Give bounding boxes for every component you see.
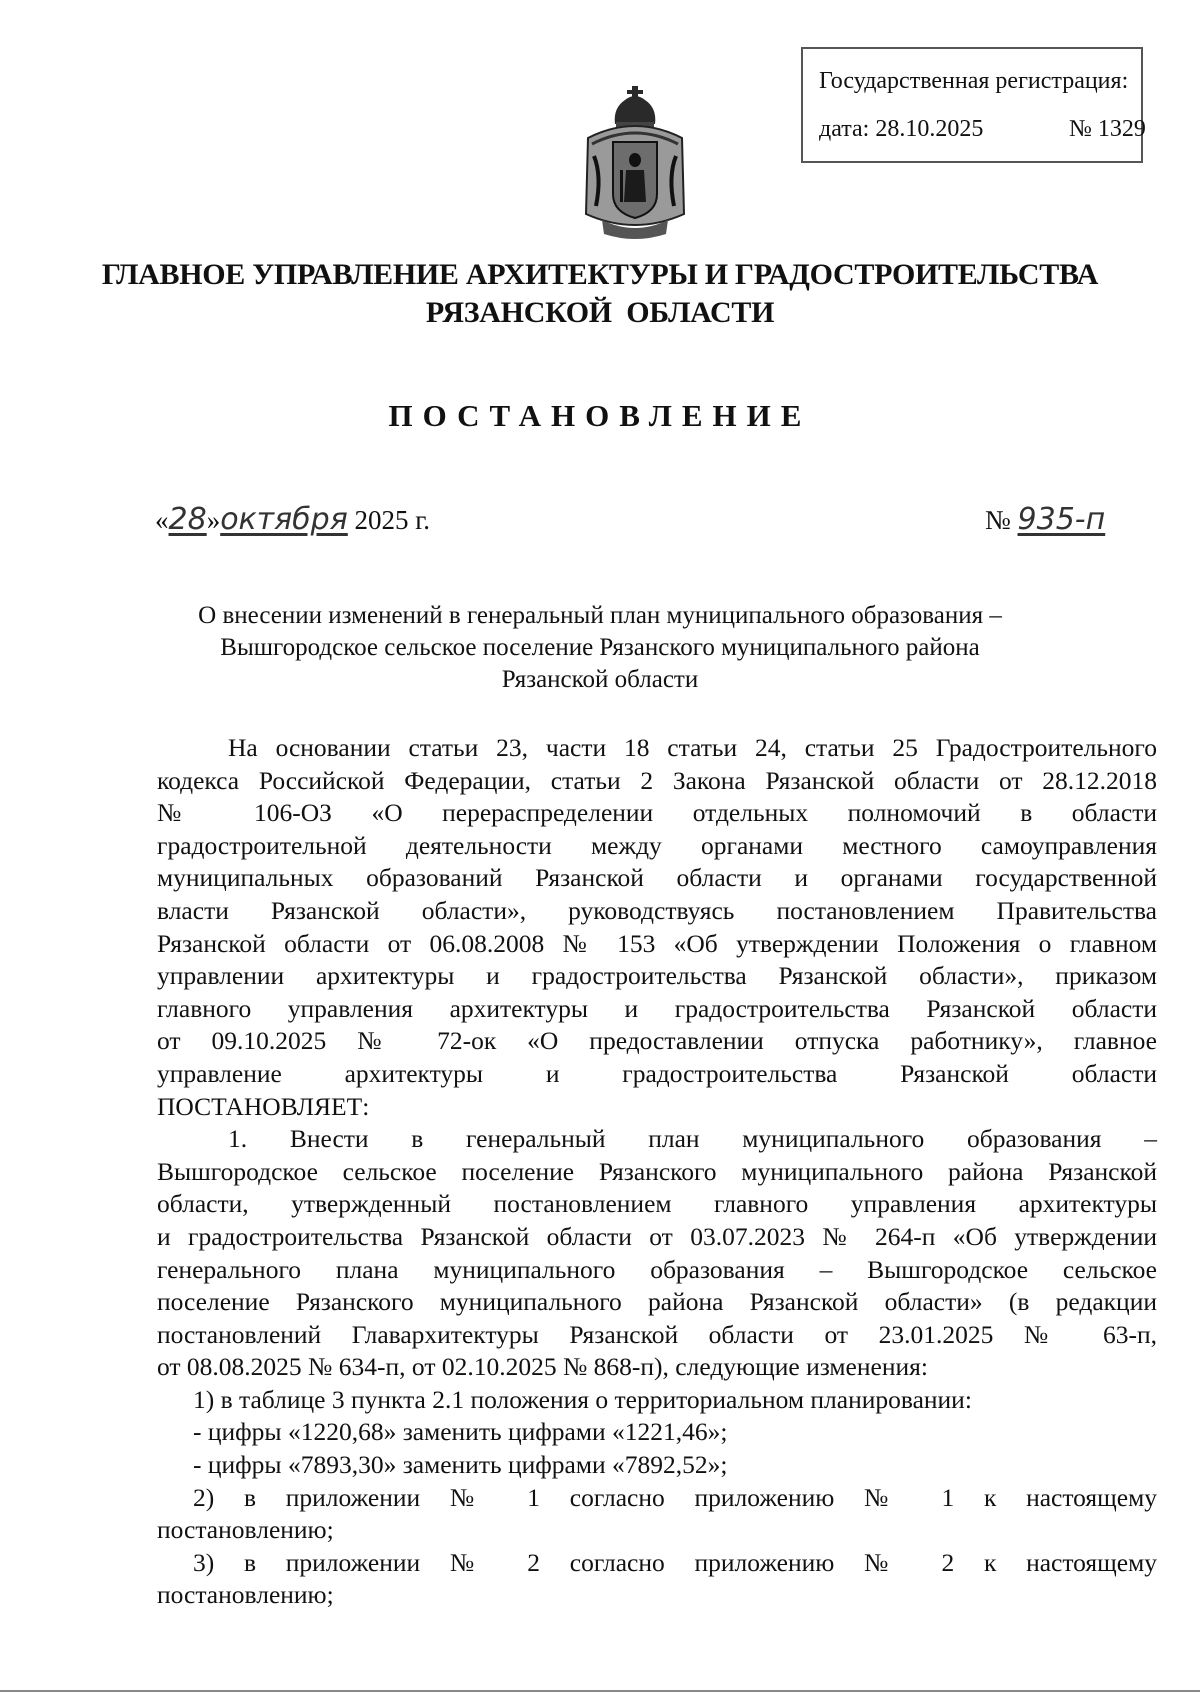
- subitem-3: 3) в приложении № 2 согласно приложению № 2 к настоящему: [193, 1547, 1157, 1577]
- preamble: [157, 732, 1157, 1091]
- date-year: 2025 г.: [354, 505, 431, 535]
- date-open-quote: «: [155, 505, 169, 535]
- registration-stamp: [801, 47, 1146, 163]
- document-number: [985, 502, 1105, 537]
- preamble-line: муниципальных образований Рязанской области и органами государственной: [157, 863, 1157, 893]
- subitem-3-cont: постановлению;: [157, 1580, 334, 1610]
- item-1-line: области, утвержденный постановлением главного управления архитектуры: [157, 1189, 1157, 1219]
- item-1-line: от 08.08.2025 № 634-п, от 02.10.2025 № 868-п), следующие изменения:: [157, 1352, 928, 1382]
- preamble-line: Рязанской области от 06.08.2008 № 153 «Об утверждении Положения о главном: [157, 928, 1157, 958]
- registration-title: Государственная регистрация:: [819, 68, 1129, 94]
- document-number-prefix: №: [985, 505, 1011, 535]
- item-1-line: генерального плана муниципального образования – Вышгородское сельское: [157, 1254, 1157, 1284]
- preamble-line: от 09.10.2025 № 72-ок «О предоставлении отпуска работнику», главное: [157, 1026, 1157, 1056]
- preamble-line: кодекса Российской Федерации, статьи 2 Закона Рязанской области от 28.12.2018: [157, 765, 1157, 795]
- date-close-quote: »: [206, 505, 221, 535]
- document-subject: [150, 600, 1050, 696]
- document-date: [155, 502, 430, 537]
- subitem-2: 2) в приложении № 1 согласно приложению № 1 к настоящему: [193, 1482, 1157, 1512]
- subject-line-3: Рязанской области: [501, 666, 699, 693]
- item-1-line: Вышгородское сельское поселение Рязанского муниципального района Рязанской: [157, 1156, 1157, 1186]
- preamble-line: главного управления архитектуры и градостроительства Рязанской области: [157, 993, 1157, 1023]
- date-month: октября: [220, 502, 348, 537]
- page-bottom-divider: [0, 1690, 1200, 1692]
- subject-line-1: О внесении изменений в генеральный план муниципального образования –: [198, 602, 1002, 629]
- registration-date-label: дата:: [819, 116, 870, 142]
- document-body: [157, 732, 1157, 1612]
- item-1-line: постановлений Главархитектуры Рязанской области от 23.01.2025 № 63-п,: [157, 1319, 1157, 1349]
- item-1-line: и градостроительства Рязанской области от 03.07.2023 № 264-п «Об утверждении: [157, 1221, 1157, 1251]
- subitem-2-cont: постановлению;: [157, 1515, 334, 1545]
- registration-number: № 1329: [1069, 116, 1146, 142]
- subitem-1: 1) в таблице 3 пункта 2.1 положения о территориальном планировании:: [193, 1384, 972, 1414]
- organization-name: [0, 256, 1200, 332]
- ryazan-coat-of-arms-icon: [580, 86, 690, 242]
- subject-line-2: Вышгородское сельское поселение Рязанского муниципального района: [220, 634, 980, 661]
- item-1: [157, 1123, 1157, 1384]
- preamble-line: градостроительной деятельности между органами местного самоуправления: [157, 830, 1157, 860]
- item-1-line: поселение Рязанского муниципального района Рязанской области» (в редакции: [157, 1287, 1157, 1317]
- preamble-line: управлении архитектуры и градостроительства Рязанской области», приказом: [157, 961, 1157, 991]
- organization-line-1: ГЛАВНОЕ УПРАВЛЕНИЕ АРХИТЕКТУРЫ И ГРАДОСТРОИТЕЛЬСТВА: [101, 258, 1099, 291]
- preamble-line: управление архитектуры и градостроительства Рязанской области: [157, 1058, 1157, 1088]
- resolves-label: ПОСТАНОВЛЯЕТ:: [157, 1091, 370, 1121]
- preamble-line: власти Рязанской области», руководствуясь постановлением Правительства: [157, 895, 1157, 925]
- document-number-value: 935-п: [1017, 502, 1106, 537]
- replacement-2: - цифры «7893,30» заменить цифрами «7892,52»;: [193, 1450, 728, 1480]
- preamble-line: На основании статьи 23, части 18 статьи 24, статьи 25 Градостроительного: [228, 733, 1157, 762]
- registration-date-row: [819, 116, 1146, 142]
- date-day: 28: [168, 502, 207, 537]
- replacement-1: - цифры «1220,68» заменить цифрами «1221,46»;: [193, 1417, 728, 1447]
- document-type-heading: ПОСТАНОВЛЕНИЕ: [388, 398, 812, 433]
- preamble-line: № 106-ОЗ «О перераспределении отдельных полномочий в области: [157, 798, 1157, 828]
- registration-date: 28.10.2025: [875, 116, 984, 142]
- organization-line-2: РЯЗАНСКОЙ ОБЛАСТИ: [425, 296, 775, 329]
- item-1-line: 1. Внести в генеральный план муниципального образования –: [228, 1124, 1157, 1154]
